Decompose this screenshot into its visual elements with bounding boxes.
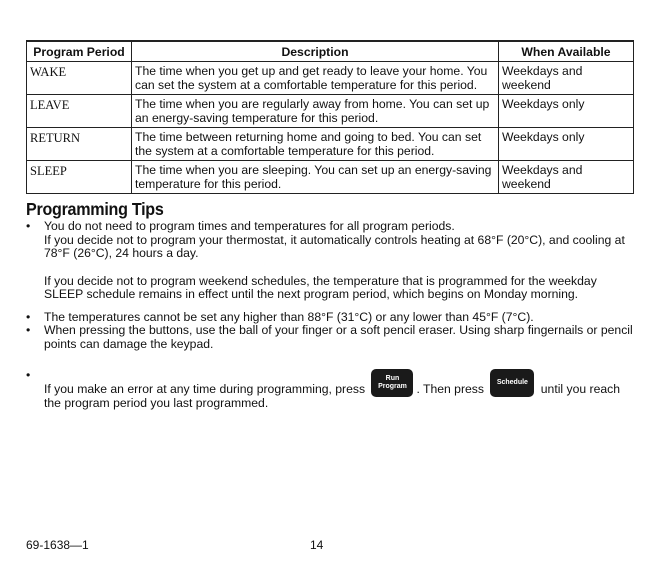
availability-cell: Weekdays and weekend	[499, 161, 634, 194]
table-row	[27, 95, 634, 128]
bullet-icon: •	[26, 368, 31, 382]
run-program-label	[371, 375, 413, 391]
table-row	[27, 128, 634, 161]
section-heading: Programming Tips	[26, 199, 164, 219]
tip-text: When pressing the buttons, use the ball of your finger or a soft pencil eraser. Using sharp fingernails or pencil points can damage the keypad.	[44, 323, 633, 351]
tip-text: The temperatures cannot be set any higher than 88°F (31°C) or any lower than 45°F (7°C).	[44, 310, 534, 324]
bullet-icon: •	[26, 323, 31, 337]
tip-body	[44, 369, 639, 411]
tip-text: until you reach the program period you last programmed.	[44, 382, 621, 410]
schedule-button[interactable]	[490, 369, 534, 397]
period-cell: WAKE	[27, 62, 132, 95]
tip-text: If you decide not to program weekend schedules, the temperature that is programmed for the weekday SLEEP schedule remains in effect until the next program period, which begins on Monday morning.	[44, 273, 597, 302]
column-header-period: Program Period	[27, 41, 132, 62]
period-cell: SLEEP	[27, 161, 132, 194]
bullet-icon: •	[26, 219, 31, 233]
description-cell: The time when you get up and get ready to leave your home. You can set the system at a comfortable temperature for this period.	[132, 62, 499, 95]
tip-body	[44, 220, 639, 302]
column-header-availability: When Available	[499, 41, 634, 62]
availability-cell: Weekdays only	[499, 128, 634, 161]
document-number: 69-1638—1	[26, 538, 89, 552]
availability-cell: Weekdays and weekend	[499, 62, 634, 95]
tip-text: You do not need to program times and temperatures for all program periods.	[44, 219, 455, 233]
column-header-description: Description	[132, 41, 499, 62]
run-program-label-line2: Program	[378, 383, 407, 390]
page-number: 14	[310, 538, 324, 552]
table-row	[27, 161, 634, 194]
description-cell: The time when you are regularly away from home. You can set up an energy-saving temperature for this period.	[132, 95, 499, 128]
tip-text: . Then press	[416, 382, 484, 396]
description-cell: The time between returning home and going to bed. You can set the system at a comfortable temperature for this period.	[132, 128, 499, 161]
period-cell: RETURN	[27, 128, 132, 161]
availability-cell: Weekdays only	[499, 95, 634, 128]
tip-text: If you make an error at any time during programming, press	[44, 382, 366, 396]
tip-text: If you decide not to program your thermostat, it automatically controls heating at 68°F (20°C), and cooling at 78°F (26°C), 24 hours a day.	[44, 232, 625, 261]
table-header-row	[27, 41, 634, 62]
run-program-button[interactable]	[371, 369, 413, 397]
run-program-label-line1: Run	[385, 375, 400, 382]
tip-body	[44, 324, 639, 351]
program-period-table	[26, 40, 634, 194]
bullet-icon: •	[26, 310, 31, 324]
period-cell: LEAVE	[27, 95, 132, 128]
description-cell: The time when you are sleeping. You can set up an energy-saving temperature for this period.	[132, 161, 499, 194]
schedule-label: Schedule	[496, 379, 528, 386]
table-row	[27, 62, 634, 95]
